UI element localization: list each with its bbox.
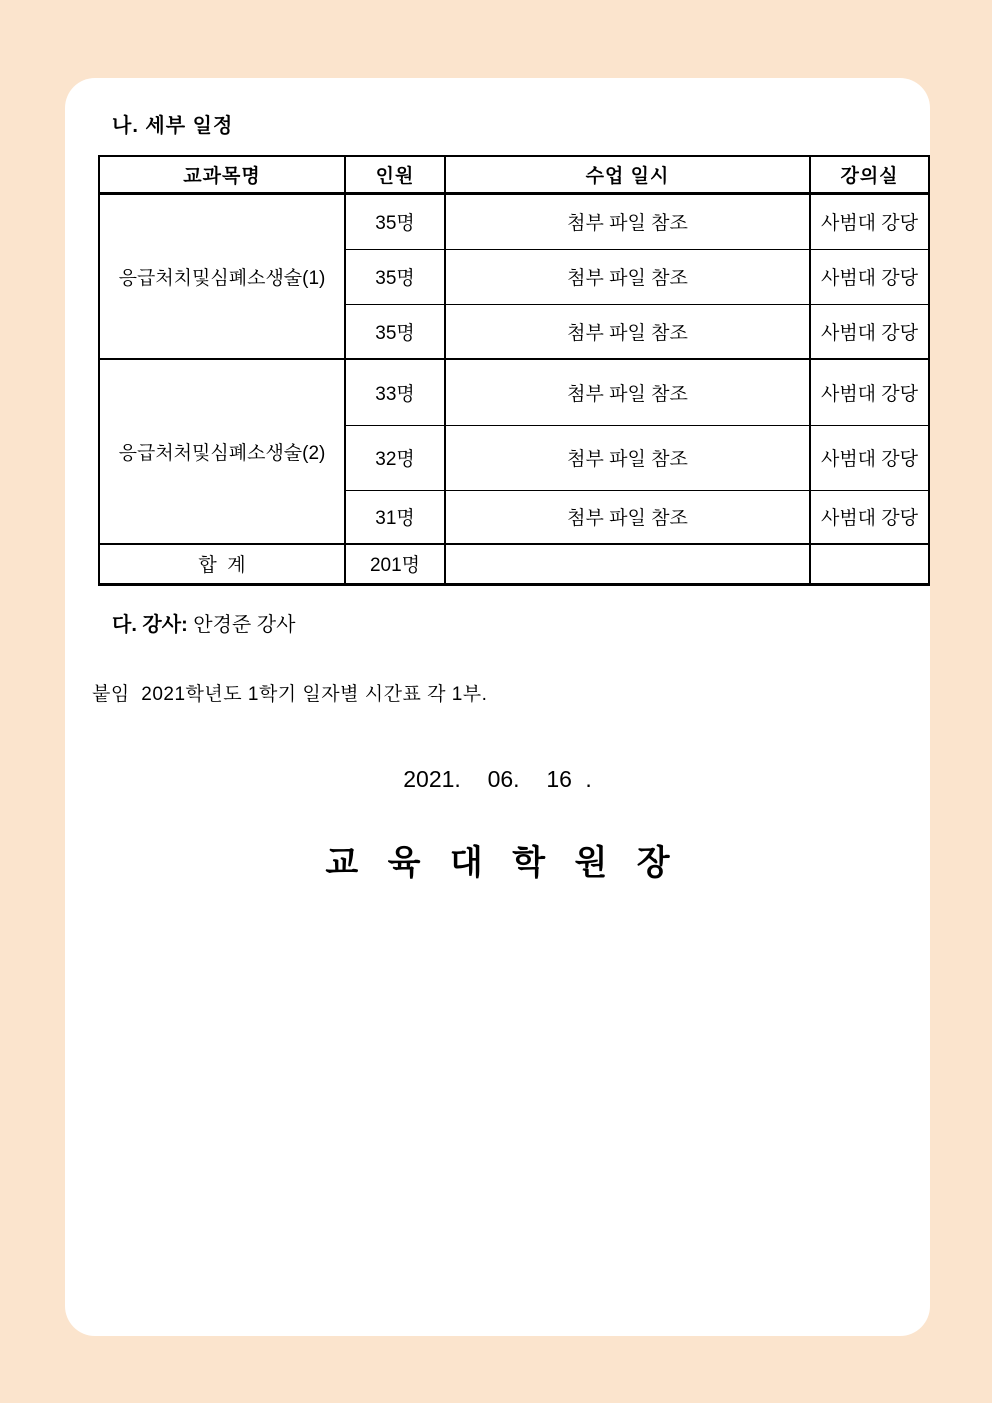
schedule-cell: 첨부 파일 참조 — [445, 425, 810, 490]
schedule-table — [98, 155, 930, 586]
issue-date: 2021. 06. 16 . — [403, 766, 592, 792]
schedule-cell: 첨부 파일 참조 — [445, 304, 810, 359]
total-row — [99, 544, 929, 584]
column-header-course: 교과목명 — [99, 156, 345, 193]
count-cell: 35명 — [345, 193, 445, 249]
table-header-row — [99, 156, 929, 193]
column-header-room: 강의실 — [810, 156, 929, 193]
course-cell-2: 응급처처및심폐소생술(2) — [99, 359, 345, 544]
room-cell: 사범대 강당 — [810, 490, 929, 544]
instructor-label: 다. 강사: — [112, 614, 188, 636]
table-row — [99, 193, 929, 249]
schedule-cell: 첨부 파일 참조 — [445, 193, 810, 249]
schedule-cell: 첨부 파일 참조 — [445, 359, 810, 425]
schedule-cell: 첨부 파일 참조 — [445, 490, 810, 544]
total-schedule-cell — [445, 544, 810, 584]
signature-title: 교 육 대 학 원 장 — [325, 844, 670, 882]
count-cell: 35명 — [345, 304, 445, 359]
instructor-line — [112, 608, 295, 637]
count-cell: 32명 — [345, 425, 445, 490]
document-card — [65, 78, 930, 1336]
table-row — [99, 359, 929, 425]
count-cell: 35명 — [345, 249, 445, 304]
total-room-cell — [810, 544, 929, 584]
instructor-value: 안경준 강사 — [187, 614, 296, 636]
room-cell: 사범대 강당 — [810, 425, 929, 490]
total-count-cell: 201명 — [345, 544, 445, 584]
room-cell: 사범대 강당 — [810, 193, 929, 249]
total-label-cell: 합 계 — [99, 544, 345, 584]
room-cell: 사범대 강당 — [810, 304, 929, 359]
course-cell-1: 응급처치및심폐소생술(1) — [99, 193, 345, 359]
schedule-cell: 첨부 파일 참조 — [445, 249, 810, 304]
column-header-schedule: 수업 일시 — [445, 156, 810, 193]
room-cell: 사범대 강당 — [810, 249, 929, 304]
room-cell: 사범대 강당 — [810, 359, 929, 425]
count-cell: 33명 — [345, 359, 445, 425]
count-cell: 31명 — [345, 490, 445, 544]
section-heading: 나. 세부 일정 — [112, 115, 234, 137]
column-header-count: 인원 — [345, 156, 445, 193]
attachment-note: 붙임 2021학년도 1학기 일자별 시간표 각 1부. — [92, 684, 488, 705]
